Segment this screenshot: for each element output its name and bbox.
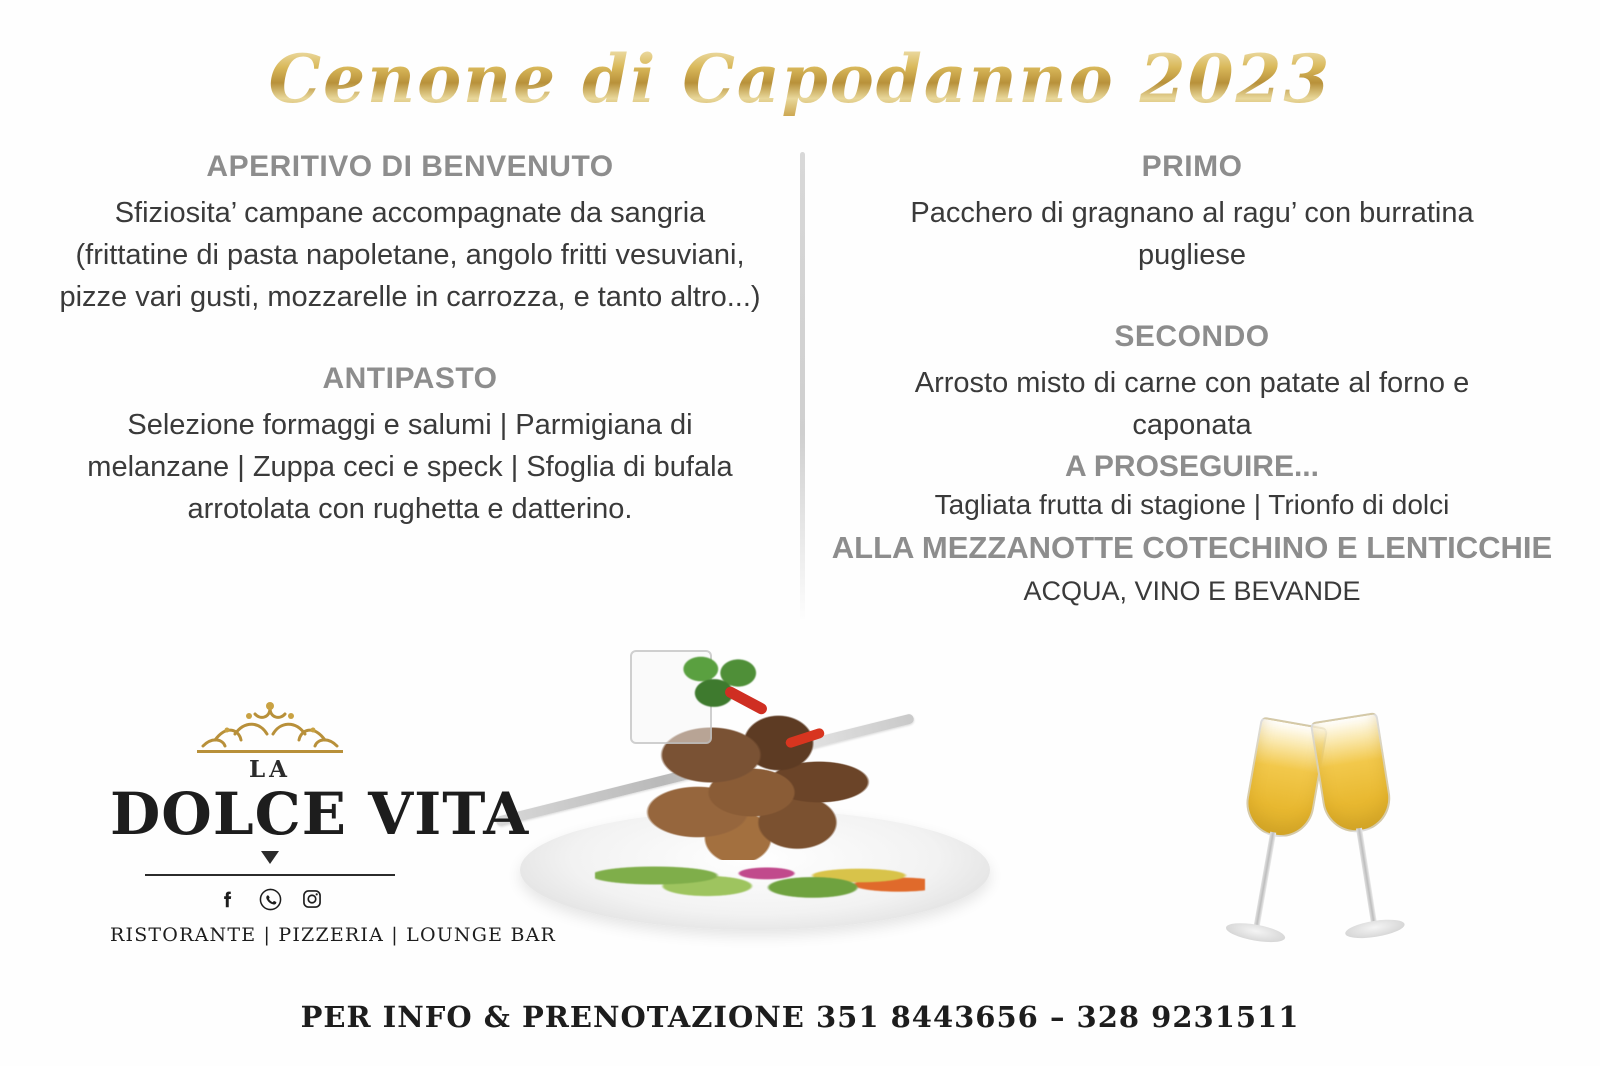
logo-top-word: LA — [248, 756, 292, 783]
section-aperitivo — [30, 150, 790, 318]
spacer — [30, 318, 790, 362]
facebook-icon[interactable] — [215, 886, 241, 912]
logo-triangle-icon — [261, 851, 279, 864]
section-line: arrotolata con rughetta e datterino. — [187, 493, 633, 526]
logo-subtitle: RISTORANTE | PIZZERIA | LOUNGE BAR — [110, 924, 557, 946]
section-line: pugliese — [1137, 239, 1247, 272]
grilled-meat-platter-photo — [455, 615, 1055, 945]
champagne-glasses-toast-photo — [1205, 700, 1455, 960]
right-column — [812, 150, 1572, 607]
section-mezzanotte — [812, 529, 1572, 607]
ornament-icon — [110, 700, 430, 762]
whatsapp-icon[interactable] — [257, 886, 283, 912]
page-title: Cenone di Capodanno 2023 — [0, 40, 1600, 118]
social-links — [110, 886, 430, 912]
glass-foot-shape — [1344, 916, 1406, 941]
instagram-icon[interactable] — [299, 886, 325, 912]
spacer — [812, 276, 1572, 320]
section-antipasto — [30, 362, 790, 530]
section-heading: SECONDO — [1114, 320, 1270, 354]
section-a-proseguire — [812, 450, 1572, 523]
contact-footer: PER INFO & PRENOTAZIONE 351 8443656 – 328 9231511 — [300, 1000, 1300, 1034]
section-line: (frittatine di pasta napoletane, angolo fritti vesuviani, — [75, 239, 745, 272]
left-column — [30, 150, 790, 530]
section-heading: APERITIVO DI BENVENUTO — [206, 150, 614, 183]
glass-stem-shape — [1356, 828, 1378, 928]
champagne-glass-right — [1296, 710, 1426, 971]
section-line: Arrosto misto di carne con patate al forno e — [914, 367, 1470, 400]
section-line: Sfiziosita’ campane accompagnate da sangria — [114, 197, 706, 229]
section-heading: ANTIPASTO — [322, 362, 498, 396]
column-divider — [800, 152, 805, 622]
section-line: Selezione formaggi e salumi | Parmigiana di — [127, 409, 693, 442]
section-heading: ALLA MEZZANOTTE COTECHINO E LENTICCHIE — [831, 530, 1553, 566]
section-line: pizze vari gusti, mozzarelle in carrozza, e tanto altro...) — [59, 281, 761, 314]
section-line: Pacchero di gragnano al ragu’ con burratina — [910, 197, 1474, 229]
restaurant-logo — [110, 700, 557, 946]
beverages-line: ACQUA, VINO E BEVANDE — [1023, 575, 1361, 606]
glass-stem-shape — [1253, 832, 1276, 932]
section-secondo — [812, 320, 1572, 446]
glass-bowl-shape — [1310, 712, 1395, 837]
logo-main-word: DOLCE VITA — [110, 780, 530, 848]
section-line: Tagliata frutta di stagione | Trionfo di dolci — [934, 488, 1450, 520]
logo-divider — [145, 874, 395, 876]
section-primo — [812, 150, 1572, 276]
section-line: caponata — [1132, 409, 1252, 442]
section-line: melanzane | Zuppa ceci e speck | Sfoglia di bufala — [87, 451, 733, 484]
section-heading: A PROSEGUIRE... — [1065, 450, 1319, 484]
section-heading: PRIMO — [1141, 150, 1243, 183]
